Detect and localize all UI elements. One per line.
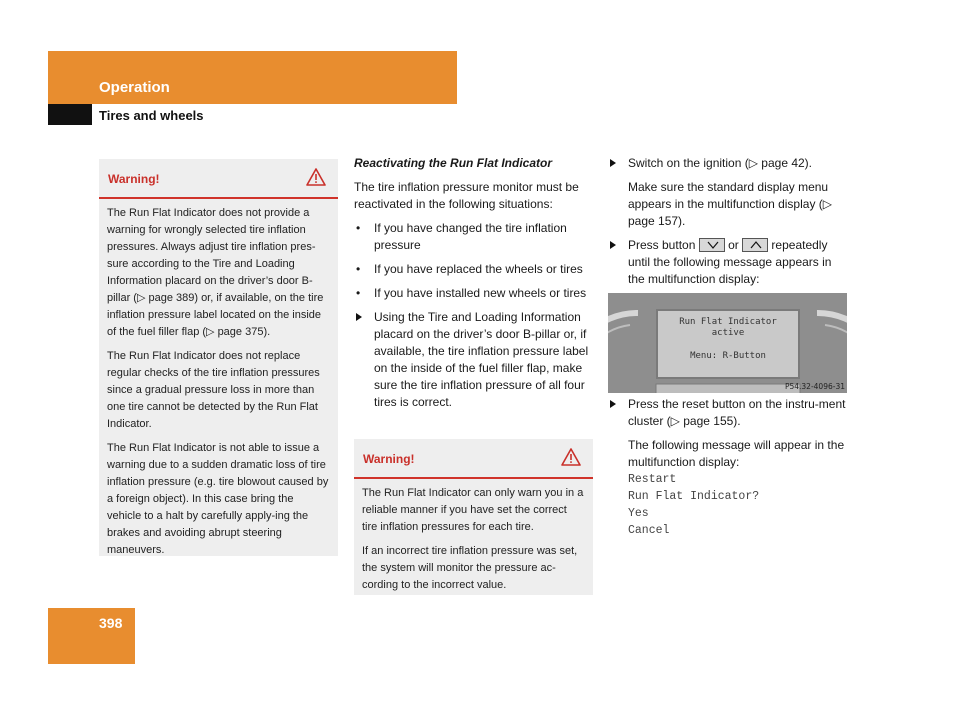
instruction-step [608,396,848,430]
triangle-right-icon [610,159,616,167]
warning-body [99,199,338,572]
list-item-text: If you have installed new wheels or tires [374,286,587,300]
subsection-title: Tires and wheels [99,108,204,123]
step-text-after: repeatedly until the following message appears in the multifunction display: [628,238,832,286]
page-number-band [48,608,135,664]
chevron-down-key [699,238,725,252]
display-line: Menu: R-Button [690,351,766,361]
figure-code: P54.32-4096-31 [784,382,845,391]
message-line: Restart [628,473,677,486]
step-text: Press the reset button on the instru-ment cluster (▷ page 155). [628,397,846,428]
instruction-step [608,237,848,288]
display-line: Run Flat Indicator [679,317,777,327]
page-number: 398 [99,615,123,631]
step-note: Make sure the standard display menu appears in the multifunction display (▷ page 157). [628,180,832,228]
chevron-down-icon [707,241,719,249]
warning-paragraph: The Run Flat Indicator is not able to issue a warning due to a sudden dramatic loss of tire inflation pressure (e.g. tire blowout caused by a foreign object). In this case bring the vehicle to a halt by carefully apply-ing the brakes and avoiding abrupt steering maneuvers. [107,442,329,556]
step-text-or: or [728,238,739,252]
warning-paragraph: The Run Flat Indicator does not replace regular checks of the tire inflation pressures since a gradual pressure loss in more than one tire cannot be detected by the Run Flat Indicator. [107,350,320,430]
warning-body [354,479,593,607]
display-line: active [711,328,745,338]
warning-box-middle [354,439,593,595]
message-line: Cancel [628,524,670,537]
warning-title: Warning! [108,172,160,186]
warning-paragraph: The Run Flat Indicator can only warn you in a reliable manner if you have set the correct tire inflation pressures for each tire. [362,487,584,533]
warning-header [99,159,338,199]
display-screen [656,309,800,379]
step-text: Using the Tire and Loading Information placard on the driver’s door B-pillar or, if available, the tire inflation pressure label on the inside of the fuel filler flap, make sure the tire inflation pressure of all four tires is correct. [374,310,589,409]
list-item-text: If you have changed the tire inflation pressure [374,221,567,252]
warning-paragraph: If an incorrect tire inflation pressure was set, the system will monitor the pressure ac-cording to the incorrect value. [362,545,578,591]
warning-box-left [99,159,338,556]
step-text: Switch on the ignition (▷ page 42). [628,156,813,170]
middle-column [354,155,594,418]
display-message [608,471,848,539]
bullet-icon: • [356,221,361,235]
chevron-up-key [742,238,768,252]
message-line: Yes [628,507,649,520]
right-column-bottom [608,396,848,539]
warning-triangle-icon [306,168,326,186]
right-column-top [608,155,848,295]
header-band [48,51,457,104]
message-line: Run Flat Indicator? [628,490,760,503]
triangle-right-icon [356,313,362,321]
triangle-right-icon [610,400,616,408]
section-tab-marker [48,104,92,125]
intro-text: The tire inflation pressure monitor must be reactivated in the following situations: [354,180,579,211]
warning-title: Warning! [363,452,415,466]
warning-header [354,439,593,479]
step-note: The following message will appear in the multifunction display: [628,438,845,469]
instruction-step [608,155,848,172]
chevron-up-icon [750,241,762,249]
list-item [354,261,594,278]
section-heading: Reactivating the Run Flat Indicator [354,156,553,170]
list-item [354,285,594,302]
step-text-before: Press button [628,238,696,252]
warning-paragraph: The Run Flat Indicator does not provide a warning for wrongly selected tire inflation pressures. Always adjust tire inflation pres-sure according to the Tire and Loading Information placard on the driver’s door B-pillar (▷ page 389) or, if available, on the tire inflation pressure label located on the inside of the fuel filler flap (▷ page 375). [107,207,324,338]
list-item-text: If you have replaced the wheels or tires [374,262,583,276]
multifunction-display-figure [608,293,847,393]
bullet-icon: • [356,262,361,276]
section-title: Operation [99,79,170,96]
warning-triangle-icon [561,448,581,466]
triangle-right-icon [610,241,616,249]
list-item [354,220,594,254]
instruction-step [354,309,594,411]
bullet-icon: • [356,286,361,300]
